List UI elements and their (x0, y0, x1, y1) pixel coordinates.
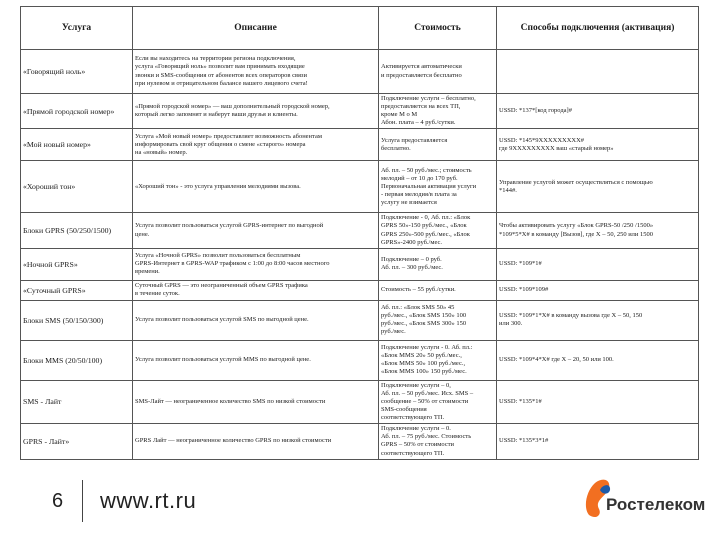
service-name: Блоки GPRS (50/250/1500) (21, 213, 133, 248)
service-cost (379, 280, 497, 300)
cost-line: «Блок MMS 100» 150 руб./мес. (381, 368, 467, 376)
description-line: информировать свой круг общения о смене «старого» номера (135, 140, 306, 148)
activation-line: *144#. (499, 186, 517, 194)
service-name: Блоки MMS (20/50/100) (21, 340, 133, 380)
service-activation (497, 300, 699, 340)
service-description (133, 248, 379, 280)
service-description (133, 213, 379, 248)
header-description: Описание (133, 7, 379, 50)
cost-line: - первая мелодия/в плата за (381, 190, 457, 198)
description-line: GPRS Лайт — неограниченное количество GPRS по низкой стоимости (135, 437, 332, 445)
service-activation (497, 50, 699, 94)
activation-line: где 9XXXXXXXXX ваш «старый номер» (499, 144, 614, 152)
service-description (133, 424, 379, 459)
table-row (21, 213, 699, 248)
table-row (21, 248, 699, 280)
cost-line: Первоначальная активация услуги (381, 182, 477, 190)
table-row (21, 340, 699, 380)
service-cost (379, 50, 497, 94)
service-activation (497, 129, 699, 161)
service-description (133, 94, 379, 129)
service-description (133, 300, 379, 340)
cost-line: GPRS 250»-500 руб./мес., «Блок (381, 230, 470, 238)
page-number: 6 (52, 490, 64, 512)
cost-line: Подключение - 0, Аб. пл.: «Блок (381, 214, 471, 222)
cost-line: мелодий – от 10 до 170 руб. (381, 174, 458, 182)
description-line: при нулевом и отрицательном балансе вашего лицевого счета! (135, 79, 308, 87)
service-name: «Суточный GPRS» (21, 280, 133, 300)
description-line: Услуга позволит пользоваться услугой SMS по выгодной цене. (135, 316, 309, 324)
service-description (133, 340, 379, 380)
cost-line: услугу не взимается (381, 199, 437, 207)
brand-name: Ростелеком (606, 495, 706, 514)
table-row (21, 94, 699, 129)
service-cost (379, 340, 497, 380)
activation-line: USSD: *109*4*X# где X – 20, 50 или 100. (499, 356, 614, 364)
service-description (133, 161, 379, 213)
cost-line: Аб. пл.: «Блок SMS 50» 45 (381, 304, 455, 312)
activation-line: USSD: *109*1*X# в команду вызова где X – 50, 150 (499, 312, 643, 320)
description-line: Если вы находитесь на территории региона подключения, (135, 55, 296, 63)
table-row (21, 280, 699, 300)
cost-line: Аб. пл. – 50 руб./мес. Исх. SMS – (381, 389, 474, 397)
cost-line: SMS-сообщения (381, 406, 427, 414)
table-header-row (21, 7, 699, 50)
table-body (21, 50, 699, 460)
cost-line: Подключение услуги – 0, (381, 381, 451, 389)
service-cost (379, 129, 497, 161)
service-activation (497, 380, 699, 423)
description-line: времени. (135, 268, 160, 276)
cost-line: предоставляется на всех ТП, (381, 103, 461, 111)
cost-line: Услуга предоставляется (381, 136, 448, 144)
description-line: услуга «Говорящий ноль» позволит вам принимать входящие (135, 63, 305, 71)
service-name: GPRS - Лайт» (21, 424, 133, 459)
activation-line: или 300. (499, 320, 523, 328)
service-activation (497, 280, 699, 300)
activation-line: USSD: *135*1# (499, 397, 542, 405)
cost-line: соответствующего ТП. (381, 449, 445, 457)
service-description (133, 50, 379, 94)
description-line: Услуга «Мой новый номер» предоставляет возможность абонентам (135, 132, 322, 140)
activation-line: USSD: *135*3*1# (499, 437, 549, 445)
cost-line: и предоставляется бесплатно (381, 71, 462, 79)
service-name: «Прямой городской номер» (21, 94, 133, 129)
description-line: Суточный GPRS — это неограниченный объем GPRS трафика (135, 282, 308, 290)
service-name: «Хороший тон» (21, 161, 133, 213)
service-cost (379, 213, 497, 248)
cost-line: «Блок MMS 20» 50 руб./мес., (381, 352, 462, 360)
service-activation (497, 94, 699, 129)
service-cost (379, 161, 497, 213)
cost-line: Подключение услуги – 0. (381, 425, 451, 433)
service-description (133, 380, 379, 423)
activation-line: USSD: *109*1# (499, 260, 542, 268)
service-name: «Говорящий ноль» (21, 50, 133, 94)
activation-line: USSD: *109*109# (499, 286, 549, 294)
table-row (21, 161, 699, 213)
table-row (21, 300, 699, 340)
service-description (133, 280, 379, 300)
table-row (21, 129, 699, 161)
cost-line: руб./мес., «Блок SMS 150» 100 (381, 312, 467, 320)
service-cost (379, 380, 497, 423)
service-cost (379, 424, 497, 459)
description-line: Услуга позволит пользоваться услугой MMS по выгодной цене. (135, 356, 311, 364)
footer-divider (82, 480, 83, 522)
cost-line: Подключение – 0 руб. (381, 256, 442, 264)
service-name: «Ночной GPRS» (21, 248, 133, 280)
service-cost (379, 94, 497, 129)
description-line: «Прямой городской номер» — ваш дополнительный городской номер, (135, 103, 330, 111)
activation-line: Чтобы активировать услугу «Блок GPRS-50 /250 /1500» (499, 222, 654, 230)
cost-line: Аб. пл. – 75 руб./мес. Стоимость (381, 433, 472, 441)
activation-line: *109*5*X# в команду [Вызов], где X – 50, 250 или 1500 (499, 230, 654, 238)
cost-line: Подключение услуги – бесплатно, (381, 95, 476, 102)
service-activation (497, 213, 699, 248)
cost-line: GPRS 50»-150 руб./мес., «Блок (381, 222, 467, 230)
description-line: GPRS-Интернет в GPRS-WAP трафиком с 1:00 до 8:00 часов местного (135, 260, 330, 268)
cost-line: Стоимость – 55 руб./сутки. (381, 286, 456, 294)
cost-line: кроме М о М (381, 111, 418, 119)
service-activation (497, 424, 699, 459)
description-line: цене. (135, 230, 150, 238)
cost-line: Активируется автоматически (381, 63, 462, 71)
cost-line: соответствующего ТП. (381, 414, 445, 422)
activation-line: USSD: *145*9XXXXXXXXX# (499, 136, 585, 144)
service-cost (379, 300, 497, 340)
service-activation (497, 340, 699, 380)
description-line: который легко запомнят и наберут ваши друзья и клиенты. (135, 111, 298, 119)
service-cost (379, 248, 497, 280)
cost-line: Подключение услуги - 0. Аб. пл.: (381, 344, 473, 352)
activation-line: Управление услугой может осуществляться с помощью (499, 178, 653, 186)
service-name: SMS - Лайт (21, 380, 133, 423)
header-cost: Стоимость (379, 7, 497, 50)
service-name: «Мой новый номер» (21, 129, 133, 161)
table-row (21, 50, 699, 94)
description-line: на «новый» номер. (135, 148, 188, 156)
description-line: SMS-Лайт — неограниченное количество SMS по низкой стоимости (135, 397, 326, 405)
cost-line: GPRS – 50% от стоимости (381, 441, 455, 449)
service-name: Блоки SMS (50/150/300) (21, 300, 133, 340)
cost-line: руб./мес. (381, 328, 406, 336)
description-line: «Хороший тон» - это услуга управления мелодиями вызова. (135, 182, 301, 190)
header-activation: Способы подключения (активация) (497, 7, 699, 50)
table-row (21, 380, 699, 423)
header-service: Услуга (21, 7, 133, 50)
website-link[interactable]: www.rt.ru (100, 488, 197, 513)
cost-line: бесплатно. (381, 144, 411, 152)
cost-line: Аб. пл. – 300 руб./мес. (381, 264, 443, 272)
cost-line: Абон. плата – 4 руб./сутки. (381, 119, 456, 127)
description-line: звонки и SMS-сообщения от абонентов всех операторов связи (135, 71, 307, 79)
cost-line: руб./мес., «Блок SMS 300» 150 (381, 320, 467, 328)
description-line: в течение суток. (135, 290, 180, 298)
table-row (21, 424, 699, 459)
cost-line: сообщение – 50% от стоимости (381, 397, 469, 405)
cost-line: Аб. пл. – 50 руб./мес.; стоимость (381, 166, 472, 174)
description-line: Услуга «Ночной GPRS» позволит пользоваться бесплатным (135, 252, 301, 260)
cost-line: GPRS»-2400 руб./мес. (381, 238, 443, 246)
services-table (20, 6, 699, 460)
description-line: Услуга позволит пользоваться услугой GPRS-интернет по выгодной (135, 222, 324, 230)
service-activation (497, 248, 699, 280)
service-activation (497, 161, 699, 213)
activation-line: USSD: *137*[код города]# (499, 107, 572, 115)
cost-line: «Блок MMS 50» 100 руб./мес., (381, 360, 466, 368)
service-description (133, 129, 379, 161)
